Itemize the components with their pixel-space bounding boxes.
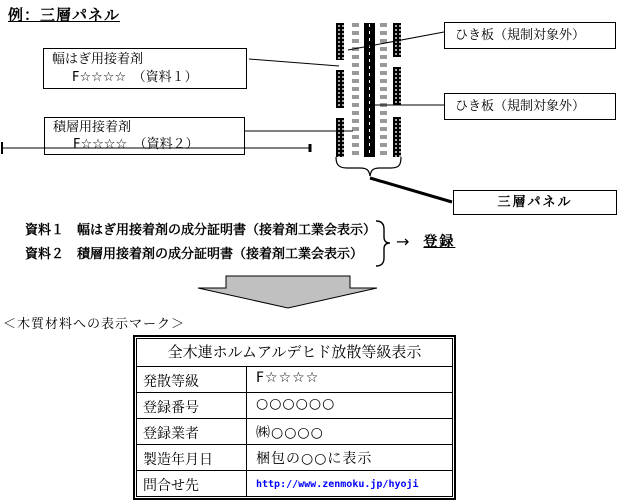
laminating-glue-layer-1: [352, 23, 359, 157]
rating-table-inner: [136, 338, 453, 497]
leader-line-edge-glue: [249, 59, 339, 66]
right-arrow-icon: →: [396, 231, 410, 251]
board-right-segment-2: [393, 67, 401, 105]
table-row: [137, 393, 452, 419]
adhesive-2-grade: F☆☆☆☆ （資料２）: [73, 137, 199, 152]
sawn-board-label-bottom: ひき板（規制対象外）: [444, 93, 616, 120]
register-label: 登録: [423, 234, 456, 250]
mark-section-heading: ＜木質材料への表示マーク＞: [3, 317, 186, 332]
laminating-adhesive-box: [44, 117, 245, 155]
document-1-line: 資料１ 幅はぎ用接着剤の成分証明書（接着剤工業会表示）: [25, 223, 377, 238]
rating-mark-table: [133, 335, 456, 500]
contact-url-link[interactable]: http://www.zenmoku.jp/hyoji: [256, 479, 419, 490]
documents-brace: [376, 221, 390, 266]
panel-underbrace: [336, 157, 401, 176]
row-value-emission-grade: F☆☆☆☆: [256, 370, 320, 386]
row-value-registration-number: ○○○○○○: [256, 396, 336, 412]
board-center: [364, 23, 375, 157]
laminating-glue-layer-2: [380, 23, 387, 157]
table-row: [137, 367, 452, 393]
row-label-contact: 問合せ先: [137, 471, 247, 496]
rating-table-title: 全木連ホルムアルデヒド放散等級表示: [137, 339, 452, 367]
table-row: [137, 445, 452, 471]
board-right-segment-3: [393, 117, 401, 157]
row-label-manufacture-date: 製造年月日: [137, 445, 247, 470]
adhesive-1-grade: F☆☆☆☆ （資料１）: [72, 70, 198, 85]
big-down-arrow: [198, 276, 377, 308]
three-layer-panel-label: 三層パネル: [453, 190, 617, 215]
adhesive-2-name: 積層用接着剤: [53, 120, 132, 135]
table-row: [137, 419, 452, 445]
adhesive-1-name: 幅はぎ用接着剤: [52, 52, 144, 67]
edge-glue-adhesive-box: [43, 48, 247, 89]
row-label-registered-company: 登録業者: [137, 419, 247, 444]
table-row: [137, 471, 452, 496]
sawn-board-label-top: ひき板（規制対象外）: [444, 22, 616, 49]
board-left-segment-1: [336, 23, 344, 60]
board-left-segment-3: [336, 118, 344, 157]
panel-name-pointer: [370, 178, 452, 202]
row-label-emission-grade: 発散等級: [137, 367, 247, 392]
row-label-registration-number: 登録番号: [137, 393, 247, 418]
document-2-line: 資料２ 積層用接着剤の成分証明書（接着剤工業会表示）: [25, 247, 364, 262]
register-row: [396, 231, 455, 251]
row-value-manufacture-date: 梱包の○○に表示: [256, 451, 373, 467]
row-value-registered-company: ㈱○○○○: [256, 425, 324, 441]
board-right-segment-1: [393, 23, 401, 57]
board-left-segment-2: [336, 70, 344, 108]
page-title: 例：三層パネル: [8, 6, 121, 24]
